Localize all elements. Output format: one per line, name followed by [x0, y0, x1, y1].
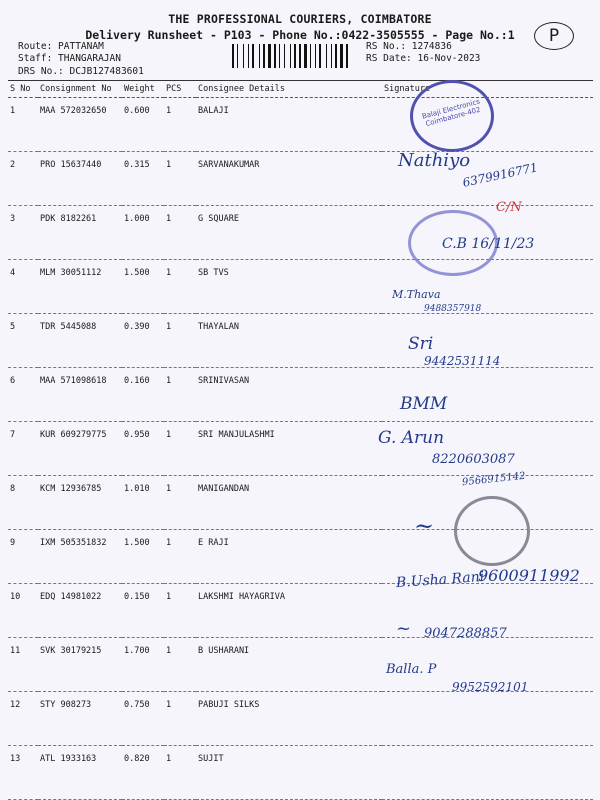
sig-row12: ~	[396, 618, 412, 639]
cell-consignment: ATL 1933163	[38, 746, 122, 800]
cell-signature	[382, 746, 593, 800]
barcode-bar	[290, 44, 291, 68]
table-row	[8, 422, 593, 476]
cell-pcs: 1	[164, 530, 196, 584]
cell-weight: 0.160	[122, 368, 164, 422]
cell-consignee: E RAJI	[196, 530, 382, 584]
cell-consignment: PRO 15637440	[38, 152, 122, 206]
cell-sno: 13	[8, 746, 38, 800]
cell-sno: 12	[8, 692, 38, 746]
staff-label: Staff: THANGARAJAN	[18, 53, 121, 64]
col-consignee: Consignee Details	[196, 81, 382, 98]
page-circle-mark: P	[534, 22, 574, 50]
barcode-bar	[259, 44, 260, 68]
cell-sno: 1	[8, 98, 38, 152]
barcode-bar	[310, 44, 311, 68]
cell-signature	[382, 260, 593, 314]
table-header-row	[8, 81, 593, 98]
barcode-bar	[299, 44, 301, 68]
cell-sno: 3	[8, 206, 38, 260]
barcode-bar	[268, 44, 271, 68]
barcode-bar	[243, 44, 244, 68]
phone-row11: 9600911992	[478, 566, 580, 585]
cell-weight: 0.820	[122, 746, 164, 800]
table-row	[8, 746, 593, 800]
cell-consignee: SRINIVASAN	[196, 368, 382, 422]
cell-consignee: BALAJI	[196, 98, 382, 152]
rs-date: RS Date: 16-Nov-2023	[366, 53, 481, 64]
barcode-bar	[237, 44, 238, 68]
cell-pcs: 1	[164, 422, 196, 476]
barcode-bar	[279, 44, 280, 68]
barcode-bar	[248, 44, 249, 68]
cell-pcs: 1	[164, 260, 196, 314]
cell-consignment: KCM 12936785	[38, 476, 122, 530]
drs-number: DRS No.: DCJB127483601	[18, 66, 144, 77]
cell-pcs: 1	[164, 314, 196, 368]
balaji-stamp	[410, 80, 494, 152]
phone-row2: 6379916771	[461, 160, 539, 190]
cell-pcs: 1	[164, 476, 196, 530]
cell-sno: 10	[8, 584, 38, 638]
route-label: Route: PATTANAM	[18, 41, 104, 52]
note-row3: C/N	[496, 200, 522, 215]
barcode-bar	[319, 44, 321, 68]
sig-row7: BMM	[400, 394, 448, 414]
phone-row9: 9566915142	[461, 470, 527, 489]
barcode-bar	[331, 44, 332, 68]
barcode-bar	[315, 44, 316, 68]
stamp-row10	[454, 496, 530, 566]
cell-sno: 5	[8, 314, 38, 368]
cell-sno: 2	[8, 152, 38, 206]
table-row	[8, 368, 593, 422]
sig-row13: Balla. P	[386, 662, 437, 677]
cell-weight: 0.600	[122, 98, 164, 152]
barcode-bar	[274, 44, 276, 68]
barcode-bar	[340, 44, 343, 68]
barcode-bar	[263, 44, 265, 68]
sig-row5: M.Thava	[392, 288, 441, 301]
barcode-bar	[294, 44, 296, 68]
cell-consignment: IXM 505351832	[38, 530, 122, 584]
barcode-bar	[252, 44, 254, 68]
cell-consignee: SB TVS	[196, 260, 382, 314]
cell-consignment: SVK 30179215	[38, 638, 122, 692]
table-row	[8, 98, 593, 152]
cell-consignee: G SQUARE	[196, 206, 382, 260]
barcode-bar	[326, 44, 327, 68]
cell-consignment: MLM 30051112	[38, 260, 122, 314]
cell-sno: 8	[8, 476, 38, 530]
cell-pcs: 1	[164, 206, 196, 260]
cell-pcs: 1	[164, 638, 196, 692]
cell-weight: 1.000	[122, 206, 164, 260]
cell-pcs: 1	[164, 368, 196, 422]
stamp-text: Balaji Electronics Coimbatore-402	[421, 97, 482, 129]
cell-sno: 7	[8, 422, 38, 476]
table-row	[8, 692, 593, 746]
cell-weight: 0.315	[122, 152, 164, 206]
cell-consignment: STY 908273	[38, 692, 122, 746]
cell-consignee: THAYALAN	[196, 314, 382, 368]
cell-consignment: TDR 5445088	[38, 314, 122, 368]
phone-row8: 8220603087	[432, 452, 515, 467]
cell-weight: 1.700	[122, 638, 164, 692]
cell-weight: 0.750	[122, 692, 164, 746]
table-row	[8, 314, 593, 368]
cell-consignee: SUJIT	[196, 746, 382, 800]
cell-consignment: EDQ 14981022	[38, 584, 122, 638]
cell-consignee: PABUJI SILKS	[196, 692, 382, 746]
cell-weight: 1.500	[122, 530, 164, 584]
sig-row4: C.B 16/11/23	[442, 236, 535, 252]
phone-row12: 9047288857	[424, 626, 507, 641]
barcode-bar	[232, 44, 234, 68]
cell-consignment: MAA 572032650	[38, 98, 122, 152]
cell-sno: 11	[8, 638, 38, 692]
cell-sno: 6	[8, 368, 38, 422]
cell-signature	[382, 692, 593, 746]
barcode-bar	[335, 44, 337, 68]
rs-number: RS No.: 1274836	[366, 41, 452, 52]
col-sno: S No	[8, 81, 38, 98]
col-pcs: PCS	[164, 81, 196, 98]
cell-weight: 0.950	[122, 422, 164, 476]
phone-row5: 9488357918	[424, 304, 482, 314]
cell-weight: 1.010	[122, 476, 164, 530]
cell-pcs: 1	[164, 152, 196, 206]
col-signature: Signature	[382, 81, 593, 98]
cell-sno: 4	[8, 260, 38, 314]
company-title: THE PROFESSIONAL COURIERS, COIMBATORE	[168, 12, 432, 26]
barcode-bar	[284, 44, 285, 68]
cell-consignment: PDK 8182261	[38, 206, 122, 260]
cell-pcs: 1	[164, 746, 196, 800]
table-row	[8, 260, 593, 314]
phone-row13: 9952592101	[452, 680, 529, 694]
cell-consignee: MANIGANDAN	[196, 476, 382, 530]
cell-weight: 0.390	[122, 314, 164, 368]
cell-consignee: B USHARANI	[196, 638, 382, 692]
barcode-bar	[346, 44, 348, 68]
cell-sno: 9	[8, 530, 38, 584]
cell-consignee: LAKSHMI HAYAGRIVA	[196, 584, 382, 638]
cell-consignee: SARVANAKUMAR	[196, 152, 382, 206]
cell-pcs: 1	[164, 584, 196, 638]
sig-row6: Sri	[408, 334, 434, 354]
col-weight: Weight	[122, 81, 164, 98]
barcode-bar	[304, 44, 307, 68]
cell-weight: 1.500	[122, 260, 164, 314]
cell-consignment: MAA 571098618	[38, 368, 122, 422]
col-consignment: Consignment No	[38, 81, 122, 98]
sig-row8: G. Arun	[378, 428, 445, 448]
cell-consignment: KUR 609279775	[38, 422, 122, 476]
sig-row11: B.Usha Rani	[395, 568, 485, 592]
phone-row6: 9442531114	[424, 354, 501, 368]
runsheet-title: Delivery Runsheet - P103 - Phone No.:0422-3505555 - Page No.:1	[85, 28, 515, 42]
cell-weight: 0.150	[122, 584, 164, 638]
cell-pcs: 1	[164, 98, 196, 152]
sig-row2: Nathiyo	[398, 150, 471, 171]
cell-pcs: 1	[164, 692, 196, 746]
sig-row10: ~	[414, 512, 435, 540]
barcode	[232, 44, 360, 68]
cell-consignee: SRI MANJULASHMI	[196, 422, 382, 476]
